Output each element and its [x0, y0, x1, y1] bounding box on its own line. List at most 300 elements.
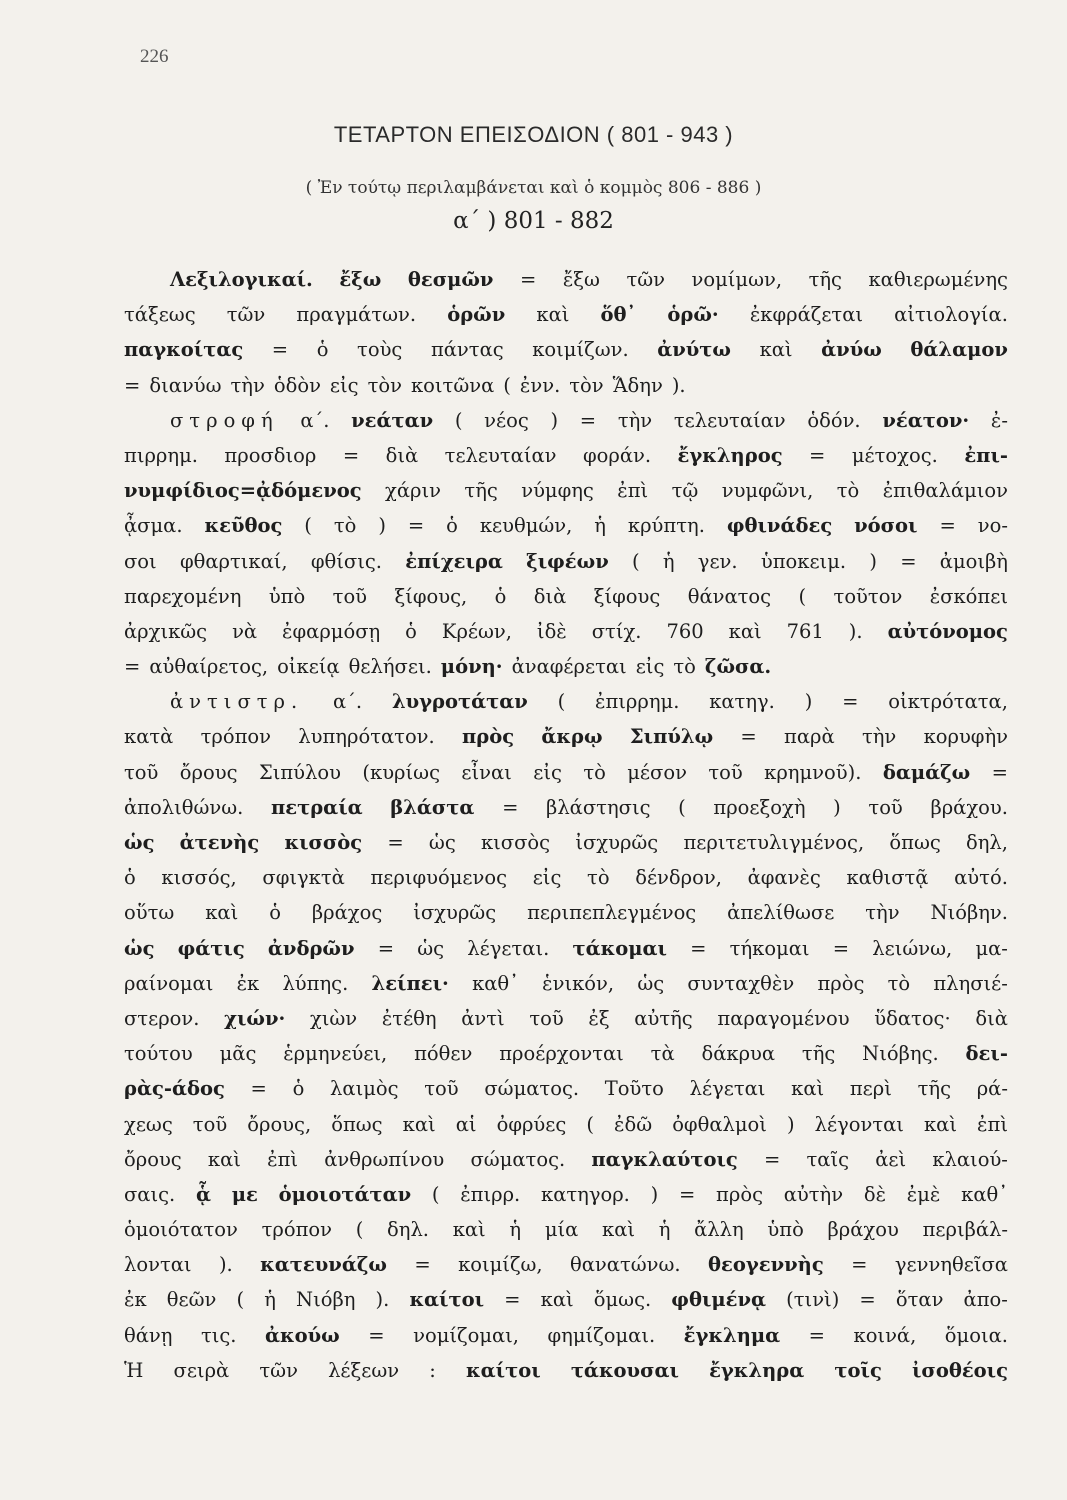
word: καὶ: [205, 901, 239, 925]
word: δένδρον,: [635, 866, 722, 890]
word: =: [809, 443, 826, 467]
word: καθ᾽: [472, 971, 519, 995]
word: ἑνικόν,: [542, 971, 615, 995]
lemma-word: καίτοι: [409, 1288, 485, 1312]
word: καὶ: [402, 1112, 436, 1136]
word: εἰς: [533, 760, 562, 784]
word: ρά-: [976, 1077, 1008, 1101]
word: διὰ: [385, 443, 419, 467]
word: =: [368, 1323, 385, 1347]
word: παρὰ: [784, 725, 835, 749]
word: ἐξ: [588, 1006, 610, 1030]
word: τοῦ: [124, 760, 159, 784]
word: =: [900, 549, 917, 573]
word: =: [387, 831, 404, 854]
word: κοιμίζων.: [532, 338, 629, 362]
word: τὸ: [583, 760, 606, 784]
word: δὲ: [863, 1182, 887, 1206]
word: =: [377, 936, 395, 960]
lemma-word: νυμφίδιος=ᾀδόμενος: [124, 479, 362, 503]
word: σειρὰ: [173, 1358, 230, 1382]
word: τὸ: [333, 514, 357, 538]
word: μέσον: [627, 760, 687, 784]
word: Σιπύλου: [258, 760, 341, 784]
text-line: [124, 895, 1008, 930]
word: τῆς: [464, 479, 498, 503]
word: =: [271, 338, 289, 362]
word: στροφή: [170, 408, 279, 432]
word: αὐτό.: [954, 866, 1008, 890]
word: θελήσει.: [348, 655, 432, 679]
word: Τοῦτο: [604, 1077, 664, 1101]
word: τῶν: [626, 268, 665, 291]
word: ἐκφράζεται: [749, 303, 864, 327]
word: (: [454, 408, 463, 432]
word: παραγομένου: [717, 1006, 850, 1030]
word: τοῦ: [192, 1112, 228, 1136]
word: αὐτῆς: [634, 1006, 693, 1030]
word: =: [124, 655, 141, 679]
word: διὰ: [975, 1006, 1008, 1030]
lemma-word: νέατον·: [882, 408, 970, 432]
word: λαιμὸς: [330, 1077, 399, 1101]
word: νο-: [977, 514, 1008, 538]
lemma-word: ἔγκληρα: [709, 1358, 805, 1382]
word: καὶ: [540, 1288, 574, 1312]
word: λυπηρότατον.: [298, 725, 435, 749]
lemma-word: Λεξιλογικαί.: [170, 268, 313, 291]
word: ᾆσμα.: [124, 514, 183, 538]
word: λέξεων: [328, 1358, 400, 1382]
word: (: [503, 373, 511, 397]
word: =: [579, 408, 597, 432]
word: οὕτω: [124, 901, 175, 925]
lemma-word: ἀτενὴς: [179, 831, 260, 854]
word: παρεχομένη: [124, 584, 242, 608]
word: καὶ: [759, 338, 793, 362]
word: ἐπὶ: [977, 1112, 1008, 1136]
word: κρύπτη.: [627, 514, 705, 538]
lemma-word: ἀνδρῶν: [267, 936, 355, 960]
word: ἀναφέρεται: [511, 655, 627, 679]
word: ἰσχυρῶς: [575, 831, 659, 854]
word: ἀεὶ: [875, 1147, 907, 1171]
word: συνταχθὲν: [687, 971, 795, 995]
word: ὅταν: [895, 1288, 944, 1312]
word: ἀπελίθωσε: [727, 901, 835, 925]
lemma-word: ὅθ᾽: [600, 303, 637, 327]
text-line: [124, 755, 1008, 790]
text-line: [124, 860, 1008, 895]
word: καὶ: [602, 1218, 636, 1242]
word: ἐπιρρημ.: [594, 690, 680, 714]
lemma-word: ἄκρῳ: [541, 725, 603, 749]
word: περιτετυλιγμένος,: [683, 831, 865, 854]
word: θεῶν: [166, 1288, 217, 1312]
lemma-word: ὁμοιοτάταν: [278, 1182, 412, 1206]
word: τούτου: [124, 1042, 193, 1066]
word: πόθεν: [414, 1042, 473, 1066]
lemma-word: κεῦθος: [204, 514, 283, 538]
word: διὰ: [533, 584, 567, 608]
word: ): [378, 514, 386, 538]
word: =: [851, 1253, 868, 1277]
word: λειώνω,: [872, 936, 953, 960]
word: τὸ: [836, 479, 860, 503]
lemma-word: Σιπύλῳ: [629, 725, 714, 749]
page-number: 226: [140, 46, 169, 67]
word: βλάστησις: [546, 795, 651, 819]
word: νυμφῶνι,: [721, 479, 814, 503]
text-line: [124, 297, 1008, 332]
word: νύμφης: [521, 479, 594, 503]
lemma-word: ἔξω: [339, 268, 382, 291]
word: ): [869, 549, 877, 573]
word: τὴν: [230, 373, 265, 397]
word: κοινά,: [853, 1323, 917, 1347]
text-line: [124, 1247, 1008, 1282]
word: ὀφθαλμοὶ: [672, 1112, 767, 1136]
word: στίχ.: [591, 619, 642, 643]
text-line: [124, 1036, 1008, 1071]
text-line: [124, 1142, 1008, 1177]
lemma-word: φάτις: [177, 936, 245, 960]
word: προέρχονται: [499, 1042, 624, 1066]
word: =: [250, 1077, 267, 1101]
lemma-word: ὡς: [124, 831, 155, 854]
word: =: [832, 936, 850, 960]
word: γεννηθεῖσα: [894, 1253, 1008, 1277]
lemma-word: ᾇ: [195, 1182, 211, 1206]
lexical-notes-text: [124, 262, 1008, 1388]
word: ὡς: [637, 971, 665, 995]
word: =: [504, 1288, 521, 1312]
lemma-word: ζῶσα.: [704, 655, 772, 679]
text-line: [124, 1177, 1008, 1212]
lemma-word: ὡς: [124, 936, 155, 960]
word: ὅμως.: [593, 1288, 652, 1312]
word: =: [414, 1253, 431, 1277]
text-line: [124, 684, 1008, 719]
text-line: [124, 649, 1008, 684]
text-line: [124, 508, 1008, 543]
word: στερον.: [124, 1006, 200, 1030]
word: πρὸς: [817, 971, 865, 995]
lemma-word: μόνη·: [440, 655, 503, 679]
word: εἰς: [329, 373, 359, 397]
word: μα-: [975, 936, 1008, 960]
word: καὶ: [452, 1218, 486, 1242]
word: :: [429, 1358, 436, 1382]
word: ): [833, 795, 841, 819]
word: σώματος.: [484, 1077, 580, 1101]
word: ὁ: [494, 584, 507, 608]
word: ἐκ: [124, 1288, 147, 1312]
word: ἐνν.: [519, 373, 561, 397]
word: ).: [375, 1288, 390, 1312]
word: νὰ: [232, 619, 258, 643]
word: ὄρους: [124, 1147, 182, 1171]
word: νέος: [484, 408, 529, 432]
word: (: [236, 1288, 245, 1312]
lemma-word: ξιφέων: [526, 549, 609, 573]
word: μέτοχος.: [851, 443, 938, 467]
word: χιὼν: [309, 1006, 358, 1030]
word: κορυφὴν: [923, 725, 1008, 749]
text-line: [124, 403, 1008, 438]
word: ὄρους,: [247, 1112, 312, 1136]
word: πραγμάτων.: [296, 303, 417, 327]
word: οἰκτρότατα,: [888, 690, 1008, 714]
text-line: [124, 544, 1008, 579]
word: κρημνοῦ).: [764, 760, 862, 784]
word: καθιερωμένης: [868, 268, 1008, 291]
word: τὸ: [587, 866, 610, 890]
word: ξίφους: [593, 584, 661, 608]
word: τῆς: [801, 1042, 836, 1066]
word: ὁδὸν: [273, 373, 321, 397]
word: ἐδῶ: [614, 1112, 653, 1136]
word: εἶναι: [461, 760, 512, 784]
text-line: [124, 614, 1008, 649]
lemma-word: αὐτόνομος: [887, 619, 1008, 643]
word: περιπεπλεγμένος: [527, 901, 697, 925]
lemma-word: θεσμῶν: [407, 268, 494, 291]
word: πιρρημ.: [124, 443, 198, 467]
word: προεξοχὴ: [713, 795, 806, 819]
text-line: [124, 719, 1008, 754]
word: (: [355, 1218, 364, 1242]
word: τοῦ: [529, 1006, 564, 1030]
word: χεως: [124, 1112, 173, 1136]
word: ἐμὲ: [906, 1182, 941, 1206]
lemma-word: λείπει·: [371, 971, 449, 995]
word: Ἅδην: [612, 373, 663, 397]
word: ἰδὲ: [536, 619, 567, 643]
word: μᾶς: [219, 1042, 257, 1066]
word: 760: [666, 619, 704, 643]
chapter-title: ΤΕΤΑΡΤΟΝ ΕΠΕΙΣΟΔΙΟΝ ( 801 - 943 ): [333, 122, 734, 147]
word: =: [808, 1323, 825, 1347]
word: καθιστᾷ: [846, 866, 929, 890]
word: καὶ: [536, 303, 570, 327]
lemma-word: θεογεννὴς: [707, 1253, 824, 1277]
word: (: [431, 1182, 440, 1206]
word: τοῦτον: [833, 584, 903, 608]
lemma-word: ρὰς-άδος: [124, 1077, 225, 1101]
lemma-word: χιών·: [224, 1006, 286, 1030]
word: κευθμών,: [479, 514, 573, 538]
section-heading: α΄ ) 801 - 882: [453, 208, 614, 234]
word: βράχου.: [930, 795, 1008, 819]
word: ἐπιθαλάμιον: [882, 479, 1008, 503]
lemma-word: κισσὸς: [284, 831, 363, 854]
word: σφιγκτὰ: [262, 866, 345, 890]
lemma-word: παγκλαύτοις: [591, 1147, 738, 1171]
text-line: [124, 438, 1008, 473]
text-line: [124, 368, 1008, 403]
word: =: [991, 760, 1008, 784]
word: καθ᾽: [961, 1182, 1008, 1206]
word: τῆς: [917, 1077, 951, 1101]
word: καὶ: [207, 1147, 241, 1171]
text-line: [124, 825, 1008, 860]
word: =: [740, 725, 757, 749]
lemma-word: ἀνύω: [821, 338, 882, 362]
word: περὶ: [849, 1077, 892, 1101]
word: τις.: [200, 1323, 237, 1347]
word: ): [786, 1112, 795, 1136]
word: προσδιορ: [224, 443, 317, 467]
lemma-word: δαμάζω: [882, 760, 971, 784]
lemma-word: θάλαμον: [910, 338, 1008, 362]
word: τὸ: [673, 655, 696, 679]
lemma-word: πετραία: [270, 795, 363, 819]
word: αἰτιολογία.: [894, 303, 1008, 327]
word: λύπης.: [282, 971, 349, 995]
lemma-word: τάκομαι: [572, 936, 667, 960]
text-line: [124, 332, 1008, 367]
word: ἀρχικῶς: [124, 619, 208, 643]
lemma-word: δει-: [965, 1042, 1008, 1066]
text-line: [124, 931, 1008, 966]
word: μία: [544, 1218, 579, 1242]
word: ).: [848, 619, 863, 643]
word: Ἡ: [124, 1358, 144, 1382]
word: =: [939, 514, 956, 538]
word: (: [798, 584, 807, 608]
word: ἀμοιβὴ: [939, 549, 1008, 573]
word: τοῦ: [424, 1077, 459, 1101]
word: ἐπὶ: [617, 479, 649, 503]
lemma-word: νεάταν: [351, 408, 434, 432]
text-line: [124, 790, 1008, 825]
word: τῷ: [671, 479, 699, 503]
text-line: [124, 1001, 1008, 1036]
lemma-word: τάκουσαι: [570, 1358, 679, 1382]
word: ἐκ: [236, 971, 260, 995]
lemma-word: ἐπι-: [964, 443, 1008, 467]
lemma-word: ἔγκληρος: [677, 443, 783, 467]
word: ἐσκόπει: [929, 584, 1008, 608]
word: τελευταίαν: [673, 408, 786, 432]
word: ἐφαρμόσῃ: [282, 619, 381, 643]
word: κισσός,: [161, 866, 237, 890]
word: τρόπον: [200, 725, 271, 749]
word: ὁ: [446, 514, 458, 538]
word: αὐτὴν: [783, 1182, 844, 1206]
word: φθίσις.: [310, 549, 382, 573]
word: θανατώνω.: [570, 1253, 681, 1277]
word: τὴν: [865, 901, 900, 925]
word: ὀφρύες: [496, 1112, 567, 1136]
word: ταῖς: [806, 1147, 850, 1171]
word: χάριν: [385, 479, 441, 503]
word: τὸ: [887, 971, 911, 995]
word: Νιόβη: [296, 1288, 356, 1312]
word: ξίφους,: [394, 584, 468, 608]
word: τὴν: [861, 725, 897, 749]
lemma-word: ἔγκλημα: [683, 1323, 781, 1347]
word: ἐ-: [990, 408, 1008, 432]
word: ἡ: [264, 1288, 276, 1312]
text-line: [124, 1107, 1008, 1142]
word: ὁ: [292, 1077, 305, 1101]
word: ὡς: [417, 936, 445, 960]
word: ὡς: [428, 831, 456, 854]
word: κατηγ.: [709, 690, 775, 714]
word: ὁμοιότατον: [124, 1218, 238, 1242]
word: ὁ: [269, 901, 281, 925]
word: =: [502, 795, 519, 819]
lemma-word: παγκοίτας: [124, 338, 244, 362]
word: α΄.: [333, 690, 363, 714]
word: βράχος: [311, 901, 383, 925]
word: ): [550, 408, 559, 432]
word: πλησιέ-: [933, 971, 1008, 995]
chapter-subtitle: ( Ἐν τούτῳ περιλαμβάνεται καὶ ὁ κομμὸς 806 - 886 ): [305, 178, 762, 198]
word: καὶ: [923, 1112, 957, 1136]
word: (: [304, 514, 312, 538]
word: ραίνομαι: [124, 971, 214, 995]
word: κλαιού-: [932, 1147, 1008, 1171]
word: κοιμίζω,: [458, 1253, 543, 1277]
word: περιβάλ-: [922, 1218, 1008, 1242]
lemma-word: ὁρῶ·: [667, 303, 719, 327]
word: νομίμων,: [691, 268, 783, 291]
word: (: [557, 690, 566, 714]
lemma-word: λυγροτάταν: [391, 690, 528, 714]
word: τοῦ: [332, 584, 368, 608]
word: καὶ: [728, 619, 762, 643]
word: τοῦ: [868, 795, 903, 819]
word: τελευταίαν: [444, 443, 557, 467]
word: λέγεται: [689, 1077, 766, 1101]
word: τὰ: [650, 1042, 675, 1066]
word: ὑπὸ: [268, 584, 306, 608]
word: τάξεως: [124, 303, 196, 327]
word: πρὸς: [716, 1182, 763, 1206]
lemma-word: φθινάδες: [726, 514, 833, 538]
word: ὁ: [405, 619, 417, 643]
word: =: [690, 936, 707, 960]
word: οἰκείᾳ: [277, 655, 340, 679]
word: τὸν: [569, 373, 604, 397]
word: ἐτέθη: [381, 1006, 437, 1030]
lemma-word: πρὸς: [462, 725, 515, 749]
lemma-word: ἀκούω: [265, 1323, 340, 1347]
word: ἀντιστρ.: [170, 690, 304, 714]
word: ἀπολιθώνω.: [124, 795, 244, 819]
word: ἀπο-: [963, 1288, 1008, 1312]
word: ἑρμηνεύει,: [283, 1042, 388, 1066]
word: ὅπως: [331, 1112, 383, 1136]
word: τῆς: [808, 268, 842, 291]
word: δάκρυα: [701, 1042, 776, 1066]
word: ).: [671, 373, 686, 397]
word: ἀνθρωπίνου: [324, 1147, 445, 1171]
word: ἡ: [594, 514, 606, 538]
word: ἡ: [509, 1218, 522, 1242]
word: ὅμοια.: [944, 1323, 1008, 1347]
word: ὅπως: [889, 831, 941, 854]
word: ὑποκειμ.: [760, 549, 847, 573]
text-line: [124, 1282, 1008, 1317]
word: =: [842, 690, 859, 714]
word: ): [650, 1182, 659, 1206]
lemma-word: βλάστα: [390, 795, 475, 819]
word: ἡ: [662, 549, 675, 573]
